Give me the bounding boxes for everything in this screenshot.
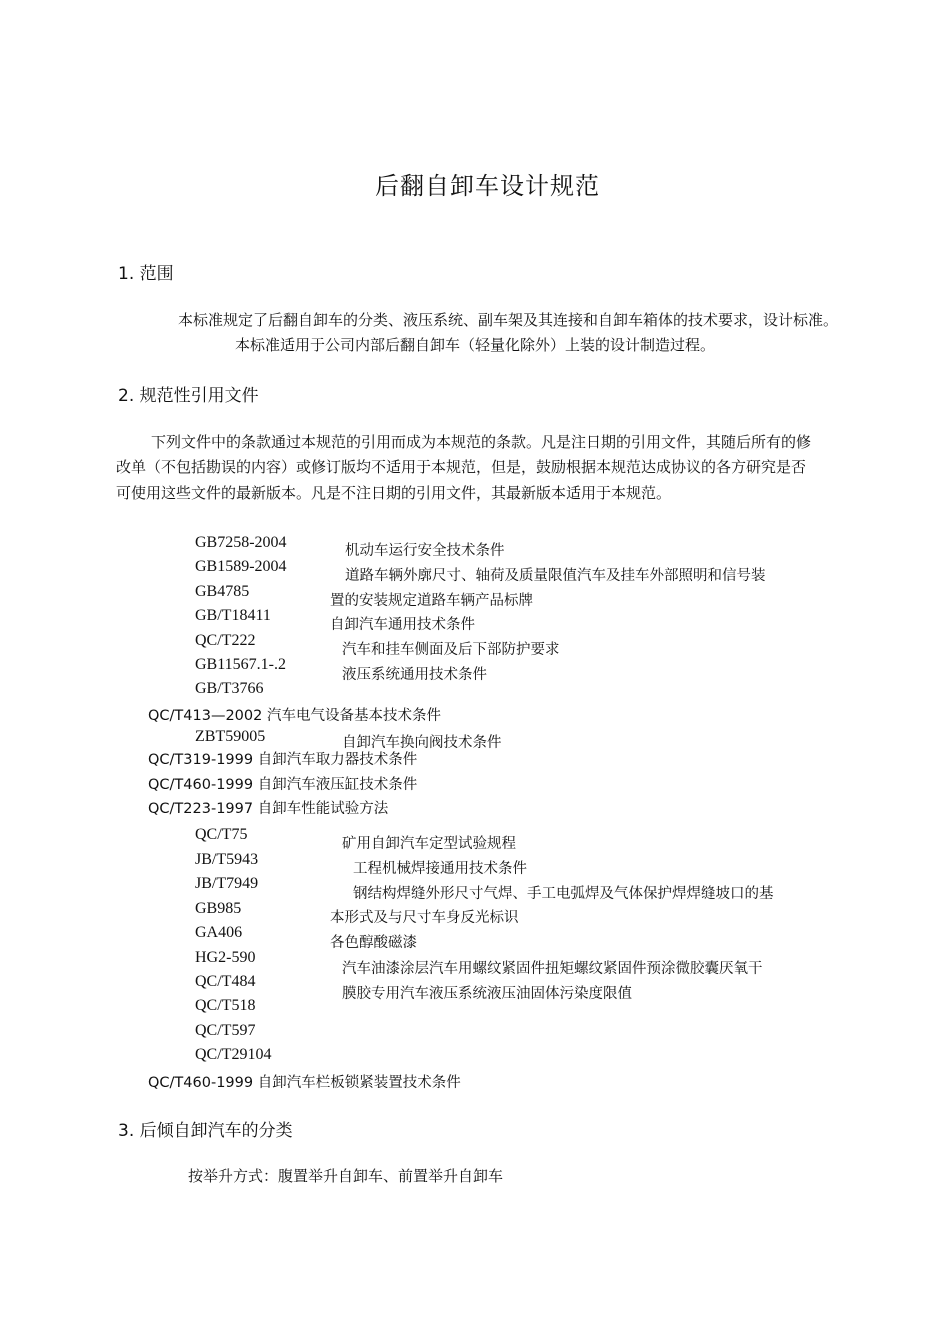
ref-description: 钢结构焊缝外形尺寸气焊、手工电弧焊及气体保护焊焊缝坡口的基 (353, 886, 774, 902)
ref-code: GB7258-2004 (195, 534, 287, 551)
section-2-heading: 2. 规范性引用文件 (118, 386, 259, 406)
ref-line-qc319: QC/T319-1999 自卸汽车取力器技术条件 (148, 752, 418, 768)
section-3-heading: 3. 后倾自卸汽车的分类 (118, 1121, 293, 1141)
ref-description: 工程机械焊接通用技术条件 (353, 861, 527, 877)
ref-description: 自卸汽车换向阀技术条件 (342, 735, 502, 751)
section-1-heading: 1. 范围 (118, 264, 174, 284)
section-2-para-line-1: 下列文件中的条款通过本规范的引用而成为本规范的条款。凡是注日期的引用文件，其随后所有的修 (151, 433, 812, 451)
ref-description: 本形式及与尺寸车身反光标识 (330, 910, 519, 926)
ref-code: JB/T7949 (195, 875, 259, 892)
ref-description: 自卸汽车通用技术条件 (330, 617, 475, 633)
ref-description: 矿用自卸汽车定型试验规程 (342, 836, 516, 852)
ref-line-qc223: QC/T223-1997 自卸车性能试验方法 (148, 801, 389, 817)
ref-code: GB1589-2004 (195, 558, 287, 575)
ref-code: GB985 (195, 900, 242, 917)
ref-code: QC/T597 (195, 1022, 256, 1039)
ref-line-qc460-latch: QC/T460-1999 自卸汽车栏板锁紧装置技术条件 (148, 1075, 461, 1091)
section-1-para-2: 本标准适用于公司内部后翻自卸车（轻量化除外）上装的设计制造过程。 (235, 336, 716, 354)
ref-code: ZBT59005 (195, 728, 266, 745)
ref-code: HG2-590 (195, 949, 256, 966)
ref-line-qc460: QC/T460-1999 自卸汽车液压缸技术条件 (148, 777, 418, 793)
ref-code: GA406 (195, 924, 243, 941)
ref-code: GB/T3766 (195, 680, 264, 697)
section-2-para-line-3: 可使用这些文件的最新版本。凡是不注日期的引用文件，其最新版本适用于本规范。 (116, 484, 672, 502)
ref-code: JB/T5943 (195, 851, 259, 868)
ref-code: QC/T222 (195, 632, 256, 649)
ref-code: GB/T18411 (195, 607, 271, 624)
section-3-para-1: 按举升方式：腹置举升自卸车、前置举升自卸车 (188, 1167, 504, 1185)
ref-description: 道路车辆外廓尺寸、轴荷及质量限值汽车及挂车外部照明和信号装 (345, 568, 766, 584)
ref-code: QC/T29104 (195, 1046, 272, 1063)
ref-description: 各色醇酸磁漆 (330, 935, 417, 951)
ref-description: 汽车油漆涂层汽车用螺纹紧固件扭矩螺纹紧固件预涂微胶囊厌氧干 (342, 961, 763, 977)
ref-description: 膜胶专用汽车液压系统液压油固体污染度限值 (342, 986, 632, 1002)
ref-description: 汽车和挂车侧面及后下部防护要求 (342, 642, 560, 658)
ref-code: QC/T518 (195, 997, 256, 1014)
ref-description: 机动车运行安全技术条件 (345, 543, 505, 559)
ref-description: 液压系统通用技术条件 (342, 667, 487, 683)
section-1-para-1: 本标准规定了后翻自卸车的分类、液压系统、副车架及其连接和自卸车箱体的技术要求，设计标准。 (178, 311, 839, 329)
ref-code: QC/T75 (195, 826, 248, 843)
ref-code: GB4785 (195, 583, 250, 600)
ref-code: QC/T484 (195, 973, 256, 990)
section-2-para-line-2: 改单（不包括勘误的内容）或修订版均不适用于本规范，但是，鼓励根据本规范达成协议的各方研究是否 (116, 458, 807, 476)
ref-code: GB11567.1-.2 (195, 656, 286, 673)
document-title: 后翻自卸车设计规范 (375, 172, 600, 200)
ref-line-qc413: QC/T413—2002 汽车电气设备基本技术条件 (148, 708, 441, 724)
ref-description: 置的安装规定道路车辆产品标牌 (330, 593, 533, 609)
